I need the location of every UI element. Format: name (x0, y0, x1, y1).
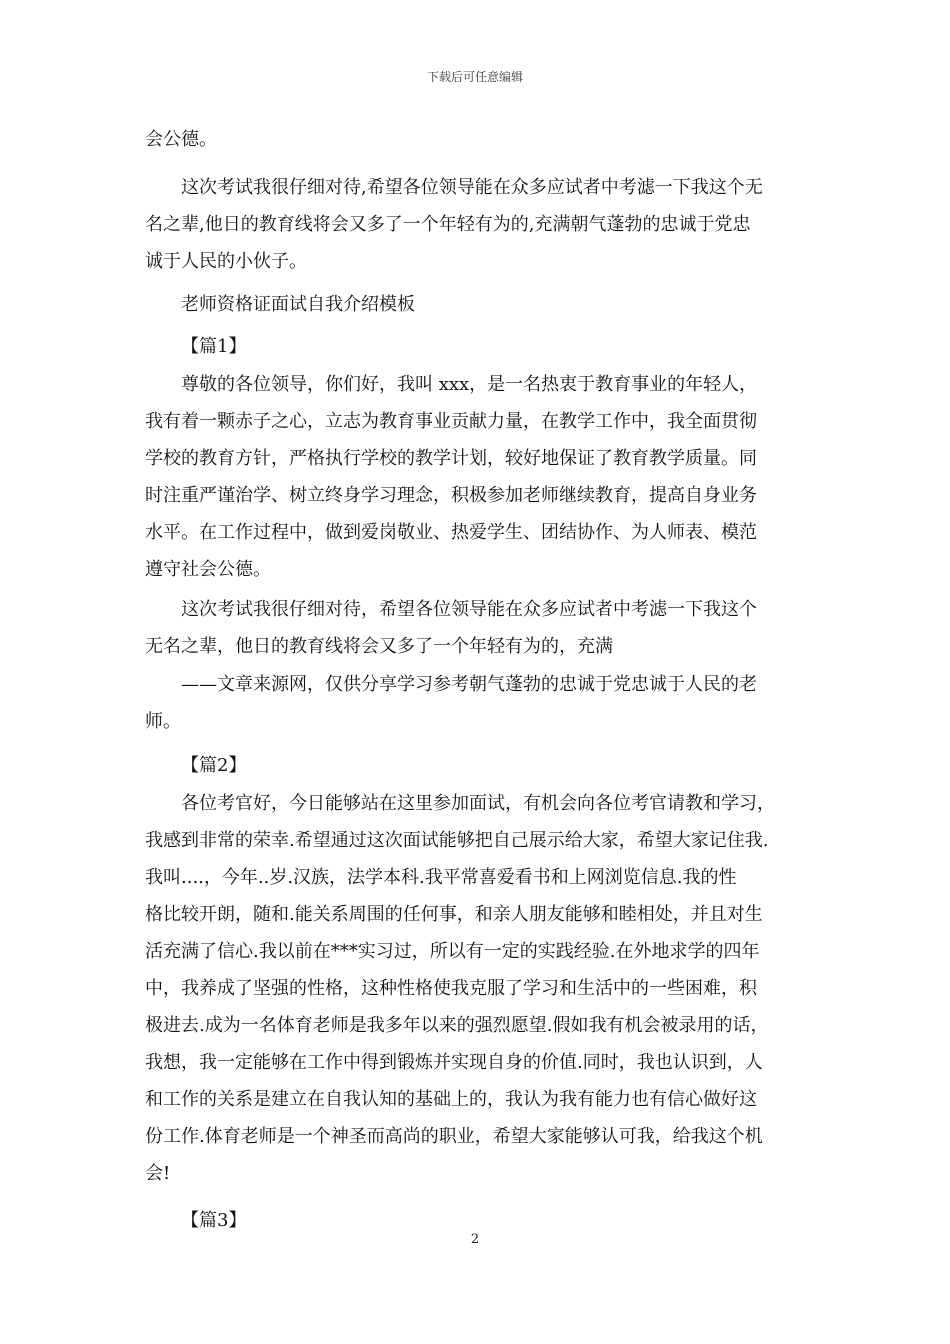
text-line: 【篇1】 (181, 336, 247, 357)
text-line: 【篇3】 (181, 1210, 247, 1231)
text-line: 时注重严谨治学、树立终身学习理念，积极参加老师继续教育，提高自身业务 (145, 485, 757, 506)
text-line: 我有着一颗赤子之心，立志为教育事业贡献力量，在教学工作中，我全面贯彻 (145, 411, 757, 432)
text-line: 【篇2】 (181, 755, 247, 776)
document-body (145, 121, 809, 1231)
text-line: 中，我养成了坚强的性格，这种性格使我克服了学习和生活中的一些困难，积 (145, 978, 757, 999)
text-line: 和工作的关系是建立在自我认知的基础上的，我认为我有能力也有信心做好这 (145, 1089, 757, 1110)
text-line: 格比较开朗，随和.能关系周围的任何事，和亲人朋友能够和睦相处，并且对生 (145, 904, 763, 925)
text-line: 活充满了信心.我以前在***实习过，所以有一定的实践经验.在外地求学的四年 (145, 941, 760, 962)
text-line: 这次考试我很仔细对待,希望各位领导能在众多应试者中考滤一下我这个无 (181, 177, 763, 198)
text-line: 我感到非常的荣幸.希望通过这次面试能够把自己展示给大家，希望大家记住我. (145, 830, 769, 851)
text-line: 会! (145, 1163, 171, 1184)
text-line: 诚于人民的小伙子。 (145, 251, 307, 272)
text-line: 老师资格证面试自我介绍模板 (181, 294, 415, 315)
page-header: 下载后可任意编辑 (426, 70, 523, 84)
text-line: 名之辈,他日的教育线将会又多了一个年轻有为的,充满朝气蓬勃的忠诚于党忠 (145, 214, 751, 235)
text-line: ——文章来源网，仅供分享学习参考朝气蓬勃的忠诚于党忠诚于人民的老 (181, 674, 757, 695)
text-line: 遵守社会公德。 (145, 559, 271, 580)
text-line: 份工作.体育老师是一个神圣而高尚的职业，希望大家能够认可我，给我这个机 (145, 1126, 763, 1147)
text-line: 无名之辈，他日的教育线将会又多了一个年轻有为的，充满 (145, 636, 613, 657)
text-line: 我想，我一定能够在工作中得到锻炼并实现自身的价值.同时，我也认识到，人 (145, 1052, 763, 1073)
text-line: 水平。在工作过程中，做到爱岗敬业、热爱学生、团结协作、为人师表、模范 (145, 522, 757, 543)
text-line: 尊敬的各位领导，你们好，我叫 xxx，是一名热衷于教育事业的年轻人， (181, 374, 758, 395)
text-line: 各位考官好，今日能够站在这里参加面试，有机会向各位考官请教和学习， (181, 793, 775, 814)
text-line: 极进去.成为一名体育老师是我多年以来的强烈愿望.假如我有机会被录用的话， (145, 1015, 769, 1036)
text-line: 这次考试我很仔细对待，希望各位领导能在众多应试者中考滤一下我这个 (181, 599, 757, 620)
text-line: 我叫....，今年..岁.汉族，法学本科.我平常喜爱看书和上网浏览信息.我的性 (145, 867, 737, 888)
text-line: 师。 (145, 711, 181, 732)
text-line: 会公德。 (145, 129, 217, 150)
text-line: 学校的教育方针，严格执行学校的教学计划，较好地保证了教育教学质量。同 (145, 448, 757, 469)
page-number: 2 (470, 1232, 480, 1247)
